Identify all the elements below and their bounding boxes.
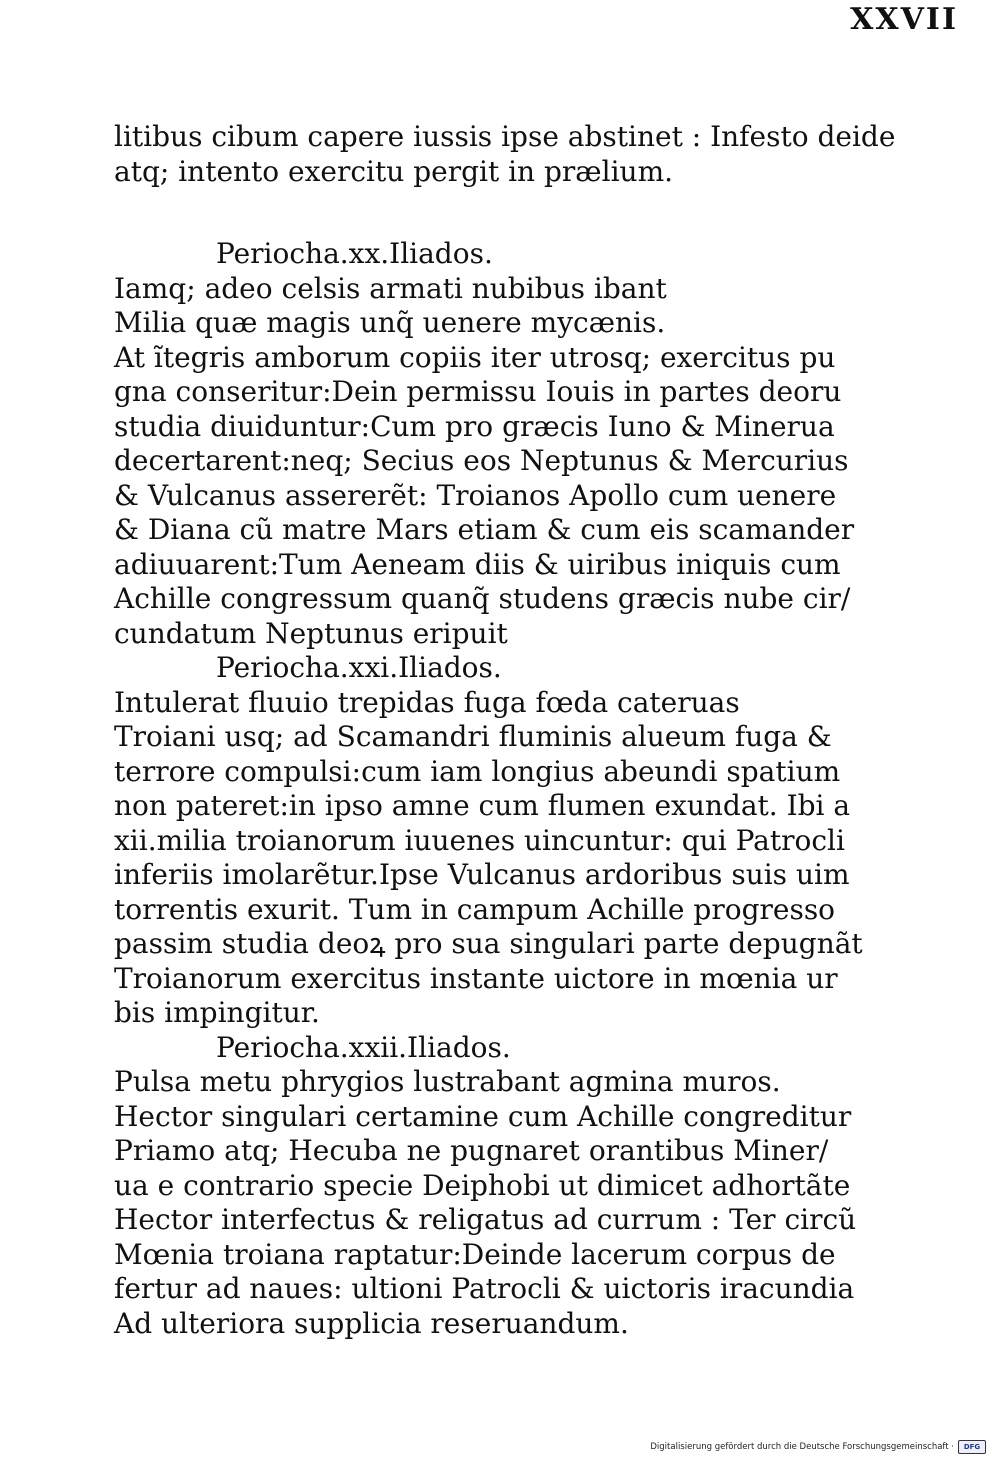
- text-line: Pulsa metu phrygios lustrabant agmina muros.: [114, 1065, 781, 1098]
- text-line: atq; intento exercitu pergit in prælium.: [114, 154, 674, 188]
- section-gap: [114, 189, 834, 237]
- dfg-logo: DFG: [958, 1440, 986, 1454]
- text-line: Hector singulari certamine cum Achille congreditur: [114, 1099, 852, 1133]
- digitization-credit: [650, 1440, 986, 1454]
- credit-text: Digitalisierung gefördert durch die Deutsche Forschungsgemeinschaft ·: [650, 1442, 954, 1452]
- text-line: Troiani usq; ad Scamandri fluminis alueum fuga &: [114, 720, 832, 753]
- text-line: Milia quæ magis unq̃ uenere mycænis.: [114, 306, 666, 339]
- section-heading: Periocha.xx.Iliados.: [216, 237, 493, 270]
- text-line: & Diana cũ matre Mars etiam & cum eis scamander: [114, 513, 855, 546]
- text-line: studia diuiduntur:Cum pro græcis Iuno & Minerua: [114, 409, 835, 443]
- text-line: adiuuarent:Tum Aeneam diis & uiribus iniquis cum: [114, 547, 841, 581]
- text-line: Achille congressum quanq̃ studens græcis nube cir/: [114, 582, 851, 615]
- text-line: xii.milia troianorum iuuenes uincuntur: qui Patrocli: [114, 823, 845, 857]
- text-line: torrentis exurit. Tum in campum Achille progresso: [114, 892, 836, 926]
- text-line: passim studia deoꝝ pro sua singulari parte depugnãt: [114, 927, 863, 960]
- text-line: terrore compulsi:cum iam longius abeundi spatium: [114, 754, 841, 788]
- text-line: At ĩtegris amborum copiis iter utrosq; exercitus pu: [114, 340, 836, 374]
- section-heading: Periocha.xxii.Iliados.: [216, 1030, 511, 1064]
- text-line: Hector interfectus & religatus ad currum : Ter circũ: [114, 1203, 857, 1236]
- text-line: Troianorum exercitus instante uictore in mœnia ur: [114, 961, 838, 995]
- text-line: ua e contrario specie Deiphobi ut dimicet adhortãte: [114, 1168, 851, 1202]
- folio-number: XXVII: [850, 2, 958, 37]
- text-line: cundatum Neptunus eripuit: [114, 616, 508, 650]
- text-line: inferiis imolarẽtur.Ipse Vulcanus ardoribus suis uim: [114, 858, 850, 891]
- text-line: bis impingitur.: [114, 996, 320, 1029]
- text-line: Mœnia troiana raptatur:Deinde lacerum corpus de: [114, 1237, 836, 1271]
- text-line: Intulerat fluuio trepidas fuga fœda cateruas: [114, 685, 740, 719]
- section-heading: Periocha.xxi.Iliados.: [216, 651, 502, 684]
- text-line: Iamq; adeo celsis armati nubibus ibant: [114, 271, 667, 305]
- page-text-block: [114, 120, 896, 1341]
- text-line: Ad ulteriora supplicia reseruandum.: [114, 1306, 629, 1340]
- text-line: Priamo atq; Hecuba ne pugnaret orantibus Miner/: [114, 1134, 829, 1167]
- text-line: non pateret:in ipso amne cum flumen exundat. Ibi a: [114, 789, 851, 822]
- text-line: & Vulcanus assererẽt: Troianos Apollo cum uenere: [114, 478, 837, 512]
- text-line: gna conseritur:Dein permissu Iouis in partes deoru: [114, 375, 842, 408]
- text-line: litibus cibum capere iussis ipse abstinet : Infesto deide: [114, 120, 896, 153]
- text-line: decertarent:neq; Secius eos Neptunus & Mercurius: [114, 444, 849, 477]
- text-line: fertur ad naues: ultioni Patrocli & uictoris iracundia: [114, 1272, 855, 1305]
